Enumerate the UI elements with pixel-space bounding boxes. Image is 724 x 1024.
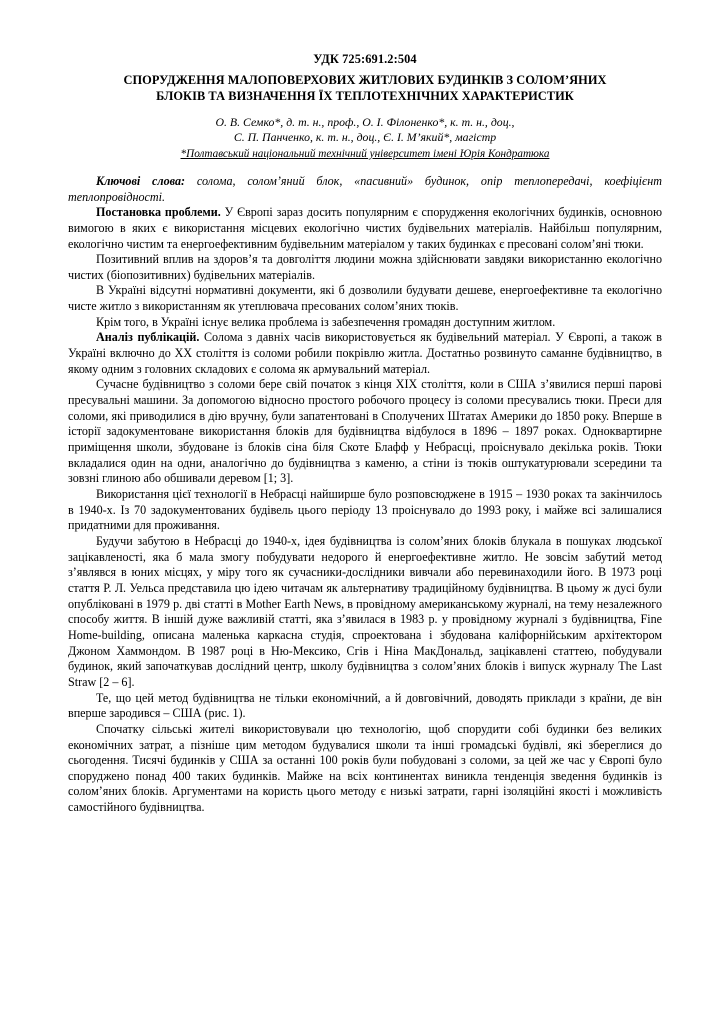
affiliation: [68, 148, 662, 160]
paragraph: [68, 252, 662, 283]
paragraph: [68, 377, 662, 487]
paragraph-text: Крім того, в Україні існує велика проблема із забезпечення громадян доступним житлом.: [96, 314, 556, 329]
affiliation-text: *Полтавський національний технічний університет імені Юрія Кондратюка: [180, 147, 550, 160]
paragraph: [68, 283, 662, 314]
paragraph: [68, 722, 662, 816]
authors-line-1: О. В. Семко*, д. т. н., проф., О. І. Філоненко*, к. т. н., доц.,: [215, 114, 515, 129]
paragraph-text: Використання цієї технології в Небрасці найширше було розповсюджене в 1915 – 1930 роках та закінчилось в 1940-х. Із 70 задокументованих будівель цього періоду 13 проіснувало до 1993 року, і майже всі залишалися придатними для проживання.: [68, 487, 662, 533]
paragraph-text: Сучасне будівництво з соломи бере свій початок з кінця ХІХ століття, коли в США з’явилися перші парові пресувальні машини. За допомогою відносно простого робочого процесу із соломи пресувались тюки. Преси для соломи, які приводилися в дію вручну, були запатентовані в Сполучених Штатах Америки до 1850 року. Вперше в історії задокументоване використання блоків для будівництва відбулося в 1896 – 1897 роках. Одноквартирне приміщення школи, збудоване із блоків сіна біля Скоте Блафф у Небрасці, проіснувало декілька років. Тюки вкладалися один на одни, аналогічно до будівництва з каменю, а стіни із тюків оштукатурювали зсередини та зовзні глиною або обшивали деревом [1; 3].: [68, 377, 662, 486]
paragraph-text: Те, що цей метод будівництва не тільки економічний, а й довговічний, доводять приклади з країни, де він вперше зародився – США (рис. 1).: [68, 690, 662, 721]
paragraph-text: Спочатку сільські жителі використовували цю технологію, щоб спорудити собі будинки без великих економічних затрат, а пізніше цим методом будувалися школи та інші громадські будівлі, які збереглися до сьогодення. Тисячі будинків у США за останні 100 років були побудовані з соломи, за цей же час у Європі було споруджено понад 400 таких будинків. Майже на всіх континентах виникла тенденція зведення будинків із солом’яних блоків. Аргументами на користь цього методу є низькі затрати, гарні ізоляційні якості і можливість самостійного будівництва.: [68, 721, 662, 815]
paragraph: [68, 205, 662, 252]
title-line-2: БЛОКІВ ТА ВИЗНАЧЕННЯ ЇХ ТЕПЛОТЕХНІЧНИХ ХАРАКТЕРИСТИК: [156, 88, 574, 103]
udc-code: УДК 725:691.2:504: [313, 52, 417, 66]
paragraph: [68, 691, 662, 722]
keywords-label: Ключові слова:: [96, 173, 186, 188]
page-title: [68, 73, 662, 105]
paragraph-text: У Європі зараз досить популярним є спорудження екологічних будинків, основною вимогою в яких є використання місцевих екологічно чистих будівельних матеріалів. Найбільш популярним, екологічно чистим та енергоефективним будівельним матеріалом у таких будинках є пресовані солом’яні тюки.: [68, 205, 662, 251]
paragraph: [68, 330, 662, 377]
authors: [68, 115, 662, 146]
paragraph: [68, 315, 662, 331]
section-heading: Постановка проблеми.: [96, 205, 221, 220]
paragraph-text: В Україні відсутні нормативні документи, які б дозволили будувати дешеве, енергоефективне та екологічно чисте житло з використанням як утеплювача пресованих солом’яних тюків.: [68, 283, 662, 314]
paragraph-text: Позитивний вплив на здоров’я та довголіття людини можна здійснювати завдяки використанню екологічно чистих (біопозитивних) будівельних матеріалів.: [68, 252, 662, 282]
title-line-1: СПОРУДЖЕННЯ МАЛОПОВЕРХОВИХ ЖИТЛОВИХ БУДИНКІВ З СОЛОМ’ЯНИХ: [123, 73, 607, 87]
authors-line-2: С. П. Панченко, к. т. н., доц., Є. І. М’який*, магістр: [233, 130, 497, 145]
paragraph: [68, 534, 662, 691]
keywords-paragraph: [68, 174, 662, 205]
keywords-text: солома, солом’яний блок, «пасивний» будинок, опір теплопередачі, коефіцієнт теплопровідності.: [68, 173, 663, 204]
paragraph: [68, 487, 662, 534]
section-heading: Аналіз публікацій.: [96, 330, 200, 345]
paragraph-text: Солома з давніх часів використовується як будівельний матеріал. У Європі, а також в Україні включно до ХХ століття із соломи робили покрівлю житла. Достатньо розвинуто саманне будівництво, в якому одним з головних складових є солома як армувальний матеріал.: [68, 330, 662, 376]
paragraph-text: Будучи забутою в Небрасці до 1940-х, ідея будівництва із солом’яних блоків блукала в пошуках людської зацікавленості, яка б мала змогу побудувати недорого й енергоефективне житло. Не зовсім забутий метод з’являвся в юних місцях, у міру того як сучасники-дослідники вивчали або перевинаходили його. В 1973 році стаття Р. Л. Уельса представила цю ідею читачам як альтернативу традиційному будівництва. В цьому ж дусі були опубліковані в 1979 р. дві статті в Mother Earth News, в провідному американському журналі, на тему незалежного способу життя. В іншій дуже важливій статті, яка з’явилася в 1983 р. у провідному журналі з будівництва, Fine Home-building, описана маленька каркасна студія, спроектована і збудована каліфорнійським архітектором Джоном Хаммондом. В 1987 році в Ню-Мексико, Сгів і Ніна МакДональд, зацікавлені статтею, побудували будинок, який започаткував дослідний центр, школу будівництва з солом’яних блоків і випуск журналу The Last Straw [2 – 6].: [68, 533, 662, 689]
article-body: [68, 174, 662, 816]
